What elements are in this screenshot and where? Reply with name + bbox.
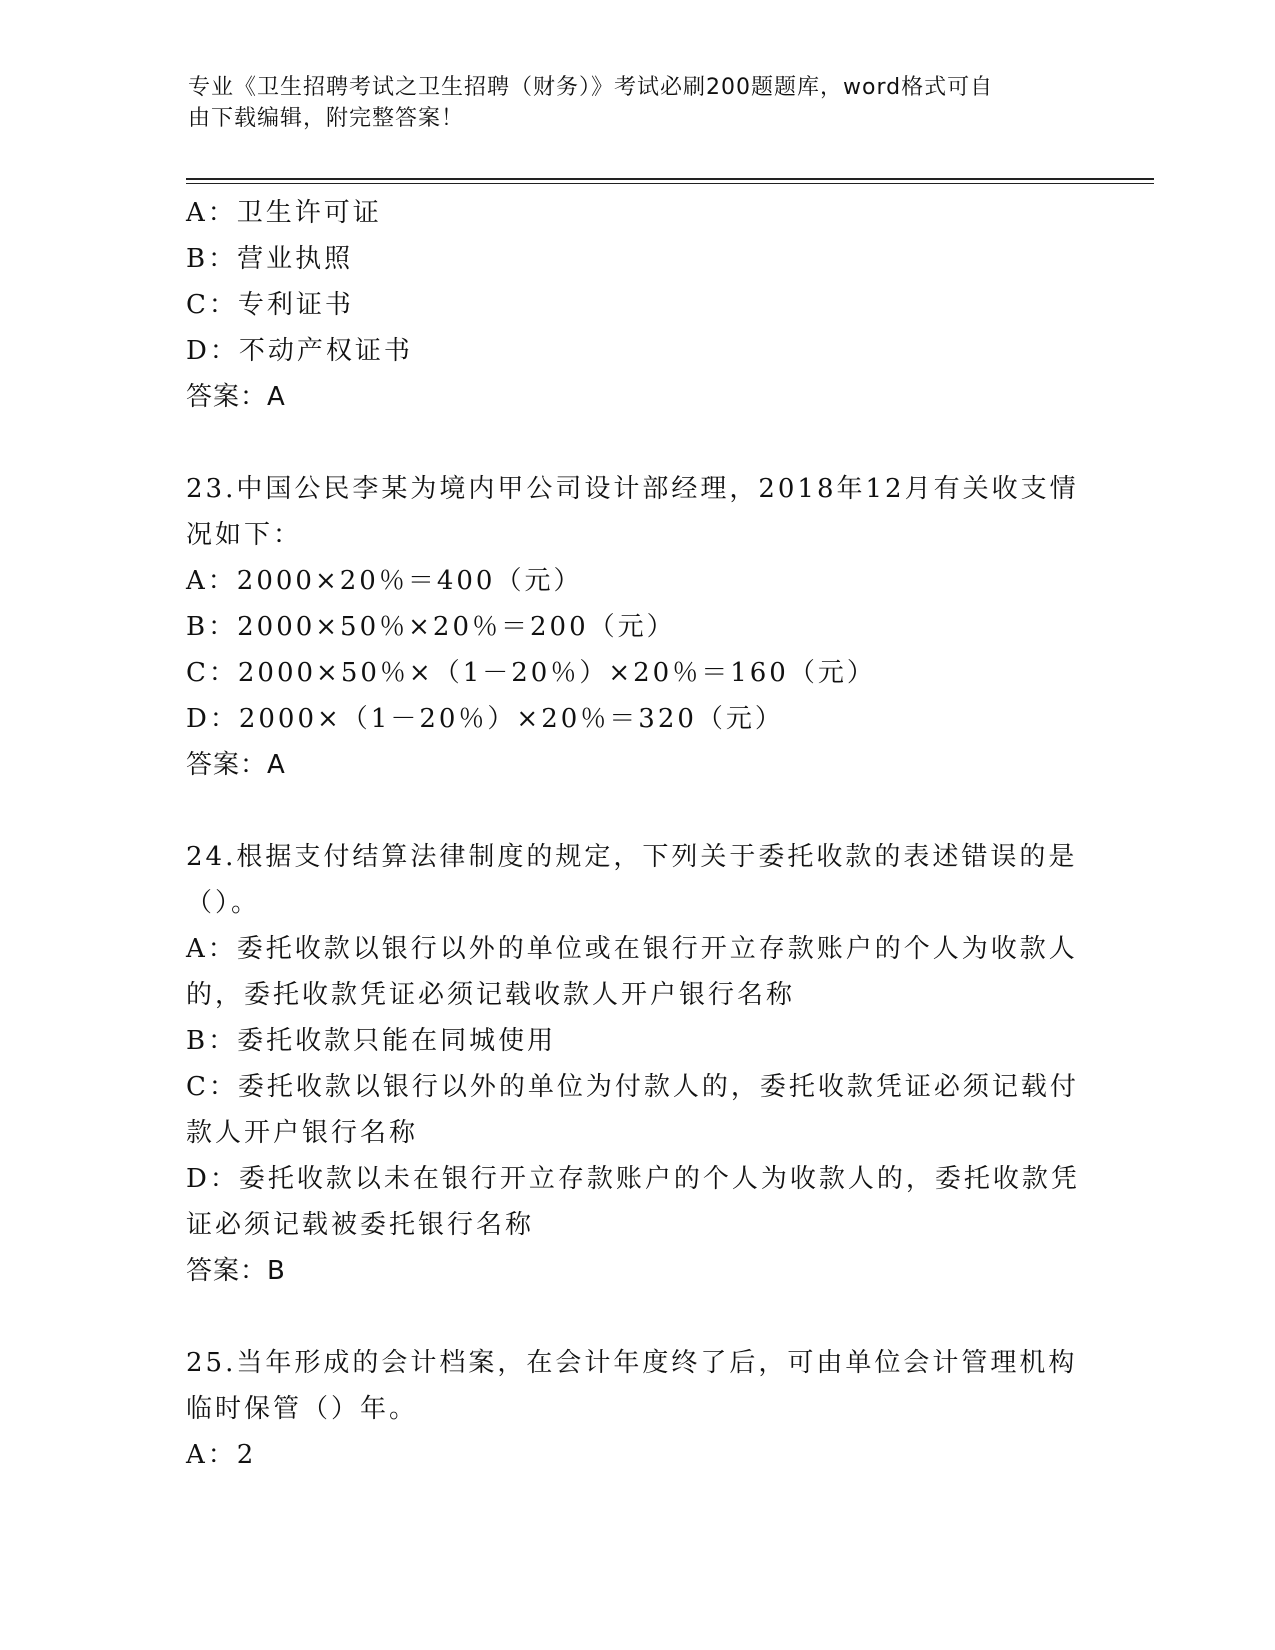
option-c-continued: 款人开户银行名称 [186, 1118, 419, 1148]
answer: 答案：A [186, 750, 286, 780]
option-a: A：2 [186, 1440, 257, 1470]
question-list [186, 190, 1080, 1478]
option-b: B：2000×50％×20％＝200（元） [186, 612, 676, 642]
option-a: A：委托收款以银行以外的单位或在银行开立存款账户的个人为收款人 [186, 934, 1078, 964]
question-stem-line: （）。 [186, 888, 261, 918]
question-23 [186, 466, 1079, 788]
question-stem-line: 25.当年形成的会计档案，在会计年度终了后，可由单位会计管理机构 [186, 1348, 1078, 1378]
question-stem-line: 24.根据支付结算法律制度的规定，下列关于委托收款的表述错误的是 [186, 842, 1078, 872]
question-25 [186, 1340, 1076, 1478]
header-rule-thin [186, 183, 1154, 184]
option-d: D：不动产权证书 [186, 336, 413, 366]
question-stem-line: 况如下： [186, 520, 303, 550]
answer: 答案：B [186, 1256, 286, 1286]
option-d-continued: 证必须记载被委托银行名称 [186, 1210, 535, 1240]
option-a-continued: 的，委托收款凭证必须记载收款人开户银行名称 [186, 980, 796, 1010]
document-header [188, 72, 1068, 134]
option-c: C：专利证书 [186, 290, 354, 320]
header-line-2: 由下载编辑，附完整答案！ [188, 106, 465, 131]
option-c: C：委托收款以银行以外的单位为付款人的，委托收款凭证必须记载付 [186, 1072, 1079, 1102]
question-stem-line: 23.中国公民李某为境内甲公司设计部经理，2018年12月有关收支情 [186, 474, 1079, 504]
option-c: C：2000×50％×（1－20％）×20％＝160（元） [186, 658, 876, 688]
question-stem-line: 临时保管（）年。 [186, 1394, 419, 1424]
option-a: A：2000×20％＝400（元） [186, 566, 583, 596]
option-b: B：委托收款只能在同城使用 [186, 1026, 557, 1056]
header-line-1: 专业《卫生招聘考试之卫生招聘（财务）》考试必刷200题题库，word格式可自 [188, 75, 994, 100]
option-b: B：营业执照 [186, 244, 354, 274]
question-24 [186, 834, 1080, 1294]
option-d: D：委托收款以未在银行开立存款账户的个人为收款人的，委托收款凭 [186, 1164, 1080, 1194]
question-22 [186, 190, 1076, 420]
option-d: D：2000×（1－20％）×20％＝320（元） [186, 704, 784, 734]
option-a: A：卫生许可证 [186, 198, 382, 228]
answer: 答案：A [186, 382, 286, 412]
header-rule-thick [186, 178, 1154, 180]
